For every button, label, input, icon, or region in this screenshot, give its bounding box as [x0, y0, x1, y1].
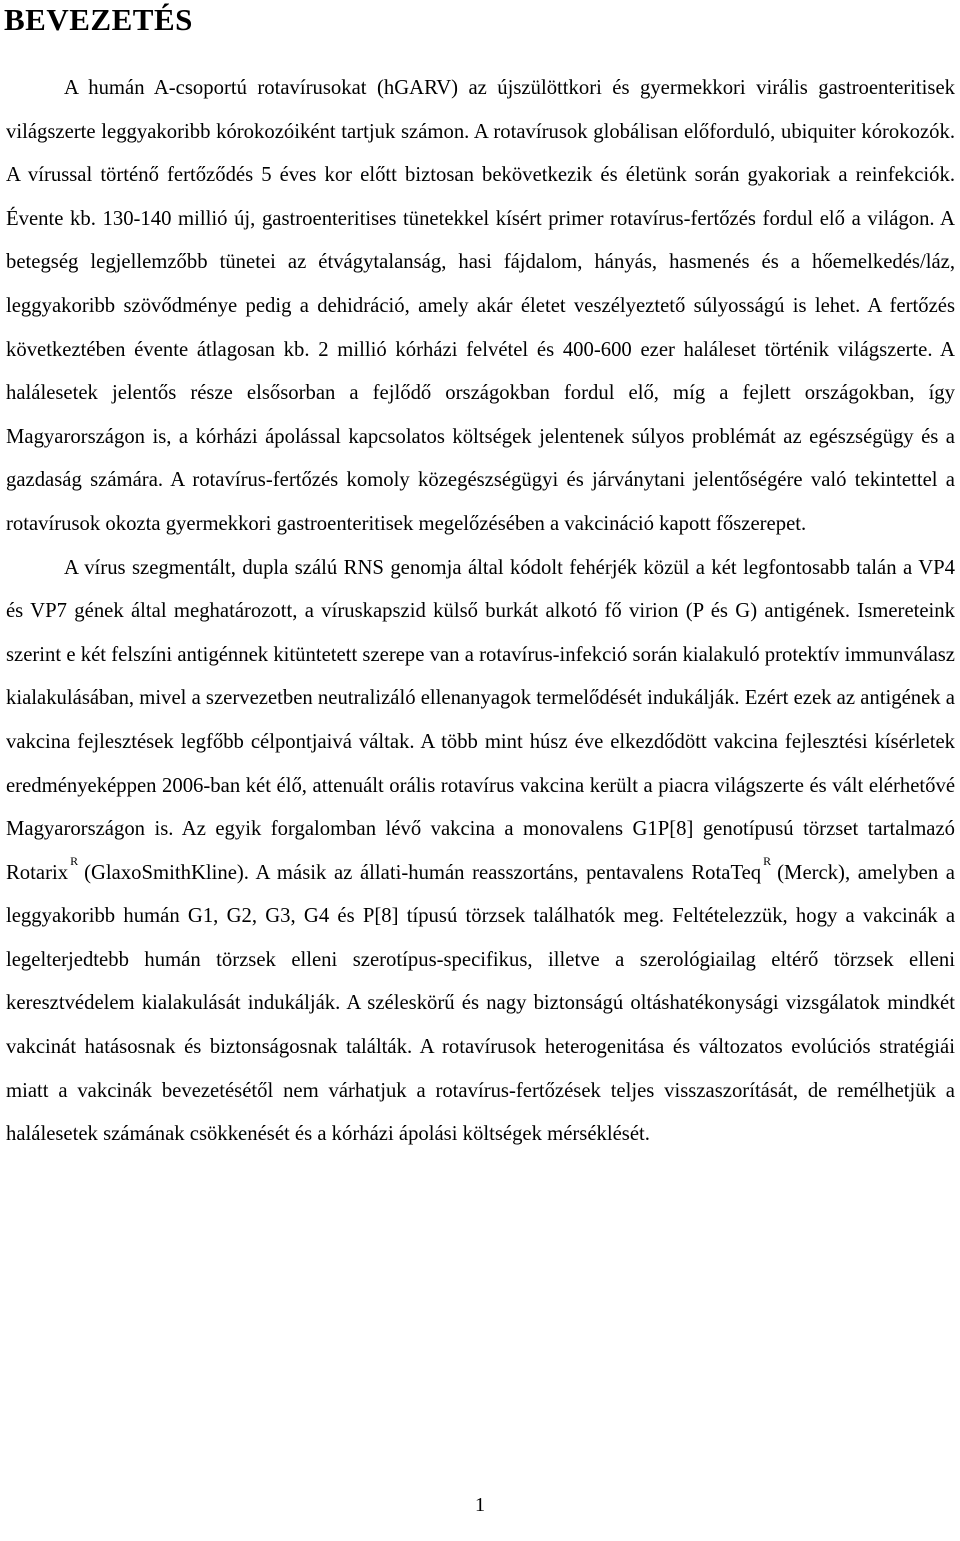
- paragraph-1: A humán A-csoportú rotavírusokat (hGARV) az újszülöttkori és gyermekkori virális gastroenteritisek világszerte leggyakoribb kórokozóiként tartjuk számon. A rotavírusok globálisan előforduló, ubiquiter kórokozók. A vírussal történő fertőződés 5 éves kor előtt biztosan bekövetkezik és életünk során gyakoriak a reinfekciók. Évente kb. 130-140 millió új, gastroenteritises tünetekkel kísért primer rotavírus-fertőzés fordul elő a világon. A betegség legjellemzőbb tünetei az étvágytalanság, hasi fájdalom, hányás, hasmenés és a hőemelkedés/láz, leggyakoribb szövődménye pedig a dehidráció, amely akár életet veszélyeztető súlyosságú is lehet. A fertőzés következtében évente átlagosan kb. 2 millió kórházi felvétel és 400-600 ezer haláleset történik világszerte. A halálesetek jelentős része elsősorban a fejlődő országokban fordul elő, míg a fejlett országokban, így Magyarországon is, a kórházi ápolással kapcsolatos költségek jelentenek súlyos problémát az egészségügy és a gazdaság számára. A rotavírus-fertőzés komoly közegészségügyi és járványtani jelentőségére való tekintettel a rotavírusok okozta gyermekkori gastroenteritisek megelőzésében a vakcináció kapott főszerepet.: [6, 77, 955, 535]
- document-body: [6, 67, 955, 1157]
- paragraph-2: [6, 547, 955, 1157]
- paragraph-2-part-3: (Merck), amelyben a leggyakoribb humán G1, G2, G3, G4 és P[8] típusú törzsek találhatók meg. Feltételezzük, hogy a vakcinák a legelterjedtebb humán törzsek elleni szerotípus-specifikus, illetve a szerológiailag eltérő törzsek elleni keresztvédelem kialakulását indukálják. A széleskörű és nagy biztonságú oltáshatékonysági vizsgálatok mindkét vakcinát hatásosnak és biztonságosnak találták. A rotavírusok heterogenitása és változatos evolúciós stratégiái miatt a vakcinák bevezetésétől nem várhatjuk a rotavírus-fertőzések teljes visszaszorítását, de remélhetjük a halálesetek számának csökkenését és a kórházi ápolási költségek mérséklését.: [6, 861, 955, 1146]
- registered-trademark-rotarix: R: [70, 853, 79, 868]
- page-number: 1: [474, 1494, 486, 1516]
- paragraph-2-part-2: (GlaxoSmithKline). A másik az állati-humán reasszortáns, pentavalens RotaTeq: [84, 861, 762, 884]
- paragraph-2-part-1: A vírus szegmentált, dupla szálú RNS genomja által kódolt fehérjék közül a két legfontosabb talán a VP4 és VP7 gének által meghatározott, a víruskapszid külső burkát alkotó fő virion (P és G) antigének. Ismereteink szerint e két felszíni antigénnek kitüntetett szerepe van a rotavírus-infekció során kialakuló protektív immunválasz kialakulásában, mivel a szervezetben neutralizáló ellenanyagok termelődését indukálják. Ezért ezek az antigének a vakcina fejlesztések legfőbb célpontjaivá váltak. A több mint húsz éve elkezdődött vakcina fejlesztési kísérletek eredményeképpen 2006-ban két élő, attenuált orális rotavírus vakcina került a piacra világszerte és vált elérhetővé Magyarországon is. Az egyik forgalomban lévő vakcina a monovalens G1P[8] genotípusú törzset tartalmazó Rotarix: [6, 556, 955, 884]
- registered-trademark-rotateq: R: [763, 853, 772, 868]
- section-heading: BEVEZETÉS: [4, 2, 193, 37]
